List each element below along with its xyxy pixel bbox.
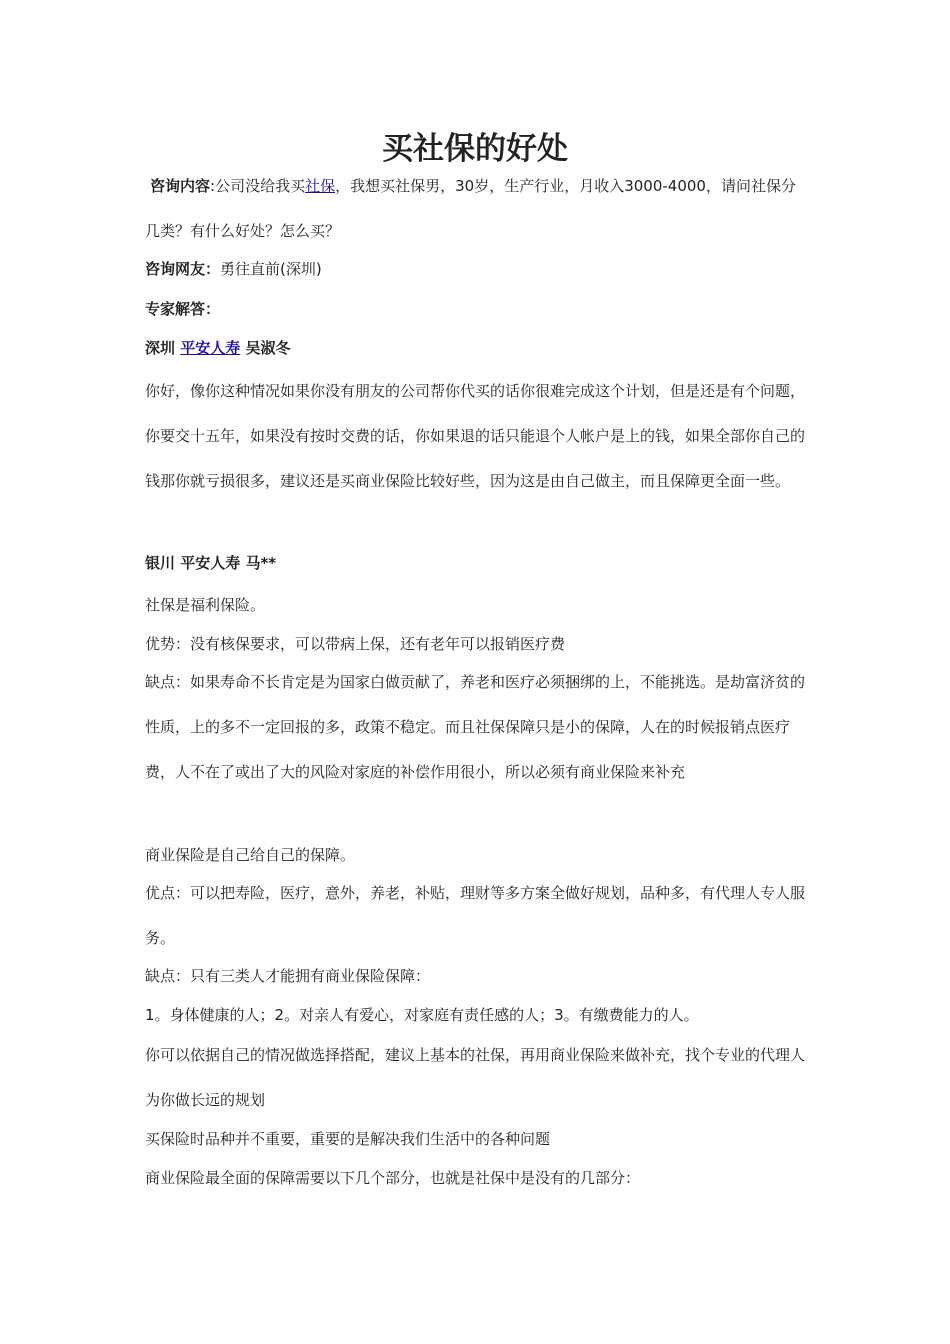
netizen-value: 勇往直前(深圳) <box>220 260 322 278</box>
netizen-line <box>145 250 810 288</box>
expert1-heading <box>145 329 810 367</box>
expert2-para-2: 优势：没有核保要求，可以带病上保，还有老年可以报销医疗费 <box>145 635 566 653</box>
expert2-heading: 银川 平安人寿 马** <box>145 554 277 572</box>
expert2-para-6: 缺点：只有三类人才能拥有商业保险保障： <box>145 967 431 985</box>
expert1-city: 深圳 <box>145 339 176 357</box>
expert1-answer: 你好，像你这种情况如果你没有朋友的公司帮你代买的话你很难完成这个计划，但是还是有个问题，你要交十五年，如果没有按时交费的话，你如果退的话只能退个人帐户是上的钱，如果全部你自己的钱那你就亏损很多，建议还是买商业保险比较好些，因为这是由自己做主，而且保障更全面一些。 <box>145 382 806 490</box>
pingan-life-link[interactable]: 平安人寿 <box>180 339 241 357</box>
expert2-para-10: 商业保险最全面的保障需要以下几个部分，也就是社保中是没有的几部分： <box>145 1169 641 1187</box>
expert1-name: 吴淑冬 <box>245 339 291 357</box>
expert2-para-9: 买保险时品种并不重要，重要的是解决我们生活中的各种问题 <box>145 1130 551 1148</box>
consult-label: 咨询内容 <box>150 177 211 195</box>
expert2-para-3: 缺点：如果寿命不长肯定是为国家白做贡献了，养老和医疗必须捆绑的上，不能挑选。是劫富济贫的性质，上的多不一定回报的多，政策不稳定。而且社保保障只是小的保障，人在的时候报销点医疗费，人不在了或出了大的风险对家庭的补偿作用很小，所以必须有商业保险来补充 <box>145 673 806 781</box>
consult-text-before: 公司没给我买 <box>215 177 306 195</box>
expert2-para-8: 你可以依据自己的情况做选择搭配，建议上基本的社保，再用商业保险来做补充，找个专业的代理人为你做长远的规划 <box>145 1046 806 1109</box>
social-insurance-link[interactable]: 社保 <box>305 177 336 195</box>
consult-text-after: ，我想买社保男，30岁，生产行业，月收入3000-4000，请问社保分几类？有什么好处？怎么买？ <box>145 177 796 240</box>
expert2-para-1: 社保是福利保险。 <box>145 596 266 614</box>
expert2-para-5: 优点：可以把寿险，医疗，意外，养老，补贴，理财等多方案全做好规划，品种多，有代理人专人服务。 <box>145 884 806 947</box>
expert2-para-7: 1。身体健康的人；2。对亲人有爱心，对家庭有责任感的人；3。有缴费能力的人。 <box>145 1006 699 1024</box>
consult-paragraph <box>145 164 810 254</box>
consult-colon: : <box>210 177 216 195</box>
expert2-para-4: 商业保险是自己给自己的保障。 <box>145 846 356 864</box>
netizen-label: 咨询网友： <box>145 260 221 278</box>
page-title: 买社保的好处 <box>382 131 568 167</box>
expert-heading: 专家解答： <box>145 300 221 318</box>
